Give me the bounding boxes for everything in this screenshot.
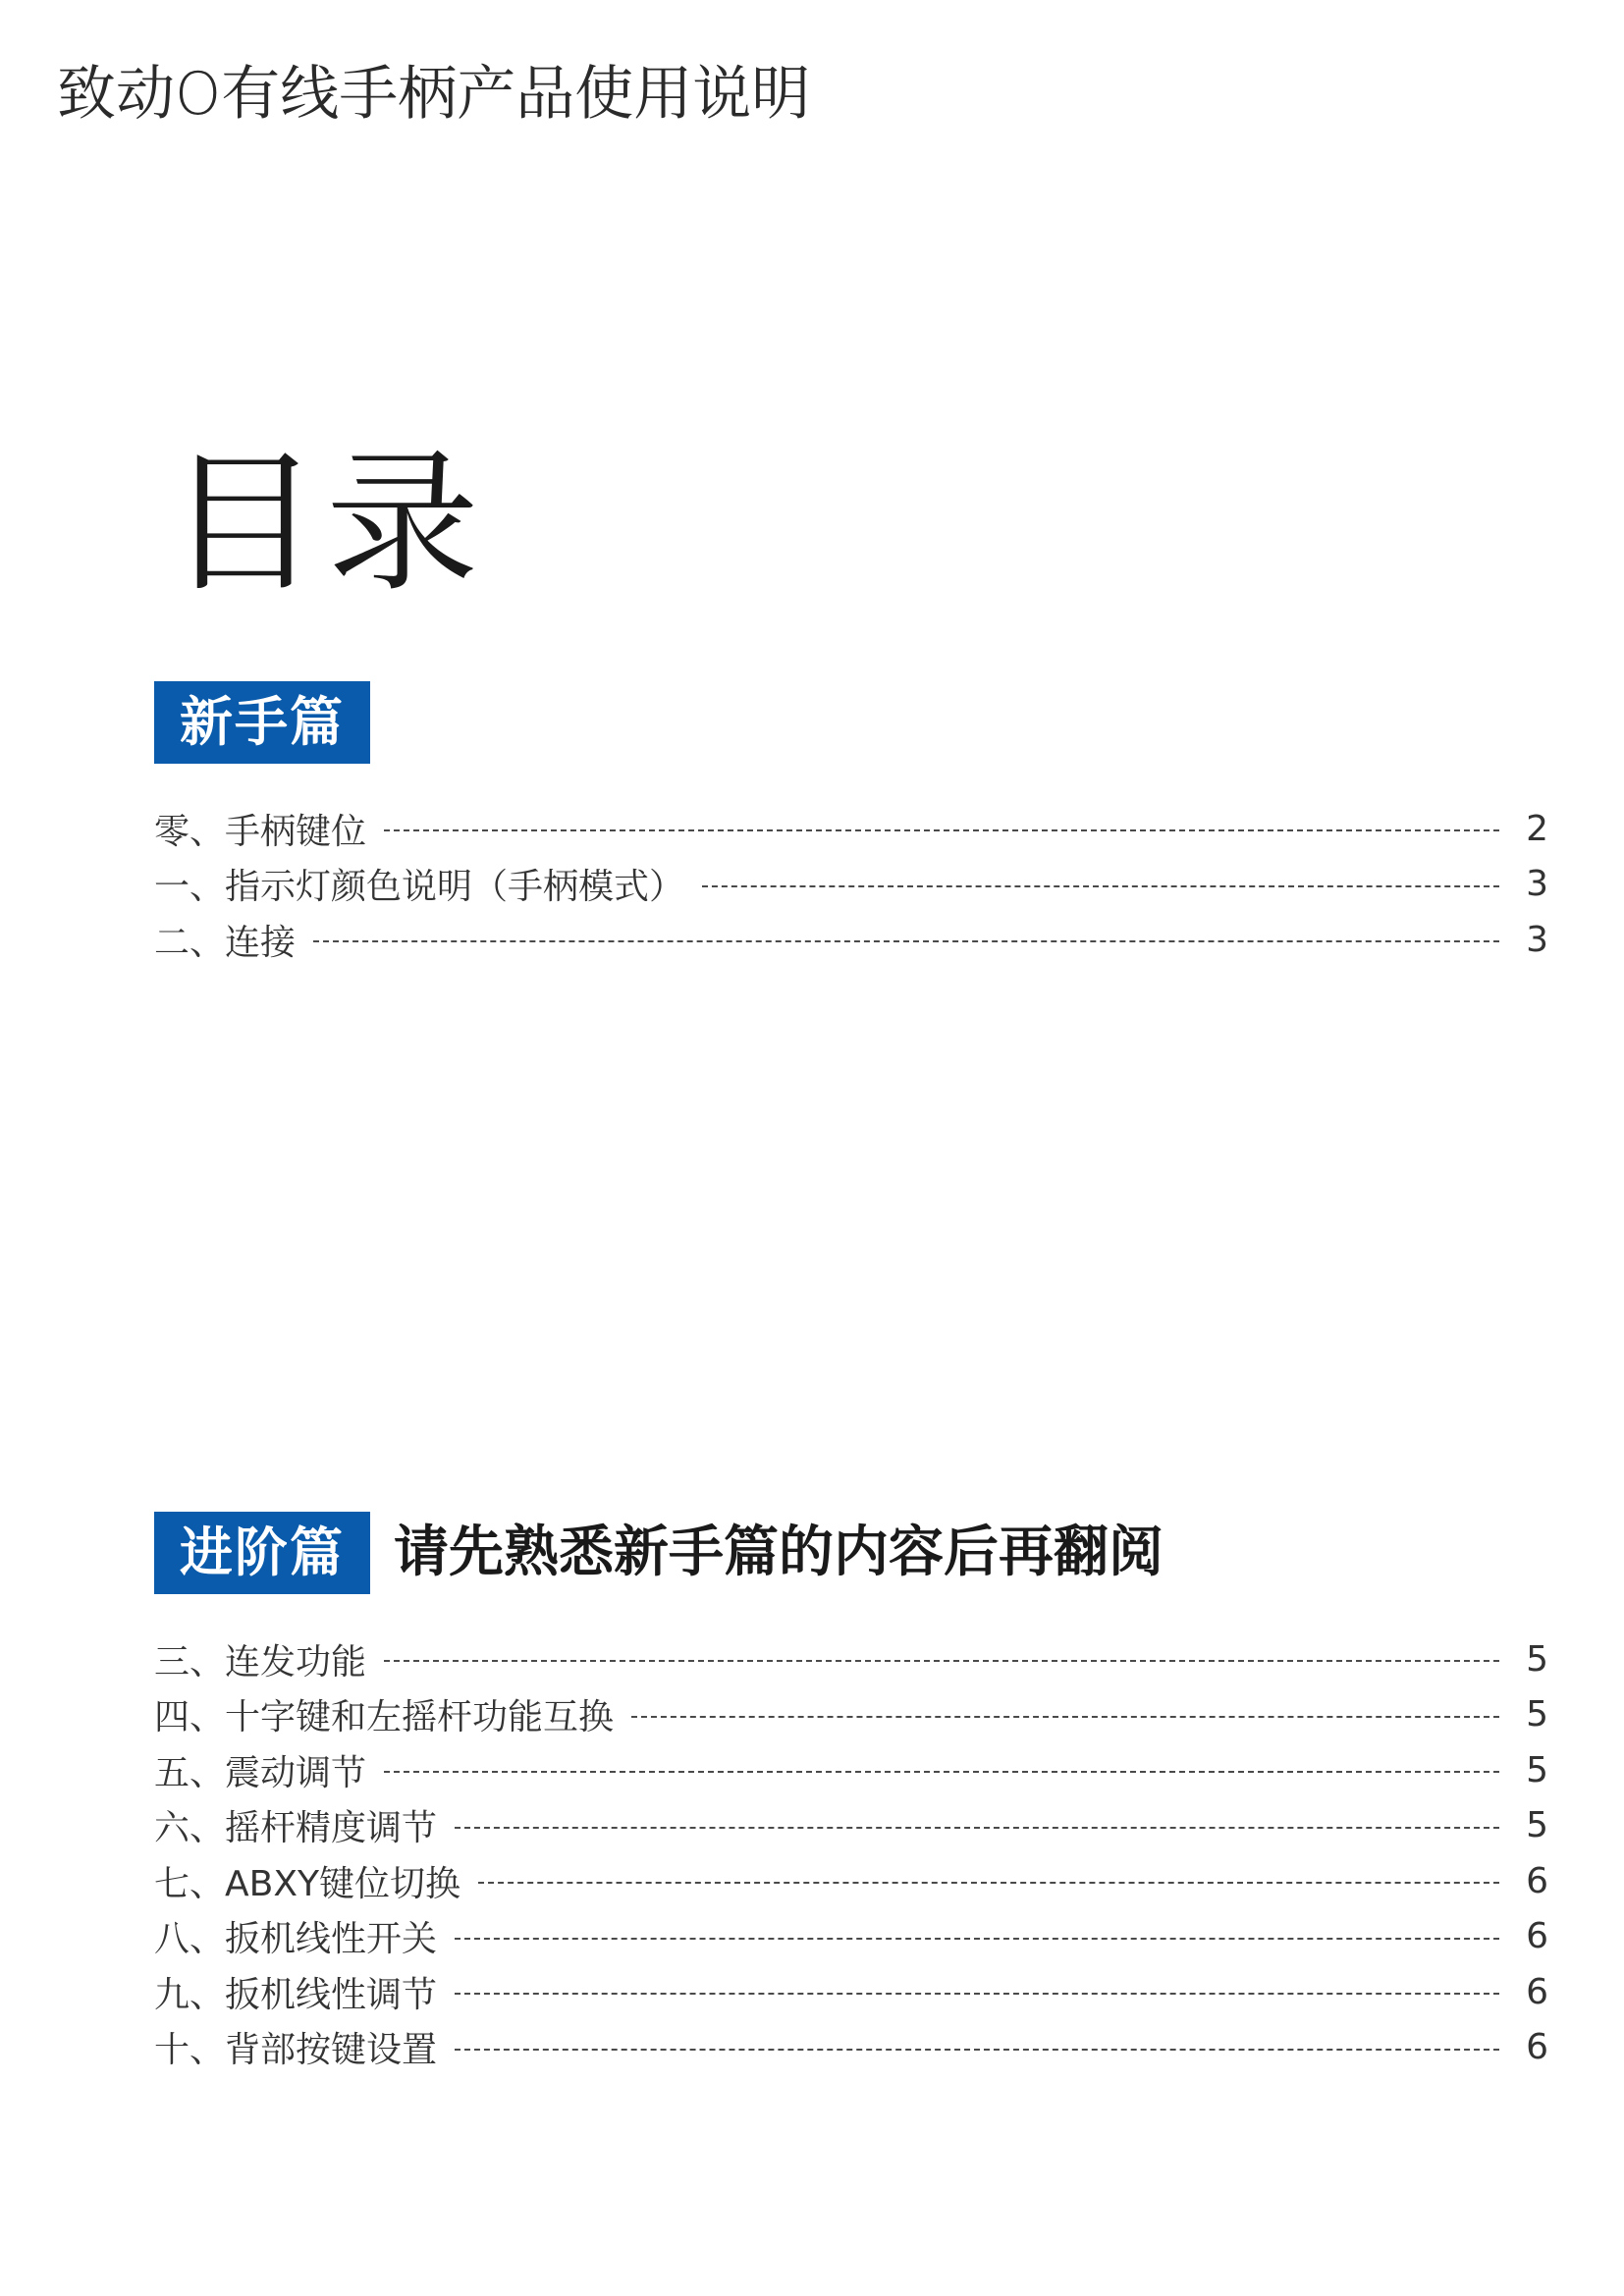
toc-entry-page: 5 [1526, 1805, 1548, 1846]
toc-leader-dashes [384, 1771, 1499, 1773]
toc-entry[interactable] [154, 1909, 1548, 1965]
toc-entry-label: 十、背部按键设置 [154, 2030, 438, 2071]
toc-leader-dashes [384, 1660, 1499, 1662]
toc-heading: 目录 [167, 434, 485, 613]
toc-entry[interactable] [154, 912, 1548, 968]
section-label: 新手篇 [154, 681, 370, 764]
toc-entry[interactable] [154, 1742, 1548, 1798]
toc-entry-page: 2 [1526, 808, 1548, 849]
toc-list [154, 1631, 1548, 2075]
toc-entry-page: 6 [1526, 2027, 1548, 2068]
toc-entry-page: 6 [1526, 1971, 1548, 2012]
toc-entry[interactable] [154, 2020, 1548, 2076]
section-header [154, 1512, 1548, 1594]
toc-entry-label: 四、十字键和左摇杆功能互换 [154, 1697, 615, 1738]
toc-leader-dashes [313, 940, 1499, 942]
toc-entry-label: 六、摇杆精度调节 [154, 1808, 438, 1849]
toc-entry-page: 5 [1526, 1694, 1548, 1735]
section-header [154, 681, 1548, 764]
toc-list [154, 801, 1548, 968]
toc-entry-page: 5 [1526, 1749, 1548, 1790]
toc-leader-dashes [455, 1827, 1499, 1829]
toc-entry-label: 三、连发功能 [154, 1641, 367, 1682]
toc-entry-label: 零、手柄键位 [154, 811, 367, 852]
toc-entry[interactable] [154, 857, 1548, 913]
toc-leader-dashes [478, 1882, 1499, 1884]
toc-entry[interactable] [154, 1798, 1548, 1854]
section-label: 进阶篇 [154, 1512, 370, 1594]
section-note: 请先熟悉新手篇的内容后再翻阅 [394, 1521, 1164, 1584]
toc-entry-label: 一、指示灯颜色说明（手柄模式） [154, 867, 685, 908]
section-beginner [154, 681, 1548, 968]
toc-leader-dashes [702, 885, 1499, 887]
toc-entry-label: 五、震动调节 [154, 1752, 367, 1793]
toc-leader-dashes [384, 829, 1499, 831]
toc-entry-label: 七、ABXY键位切换 [154, 1863, 460, 1904]
toc-leader-dashes [455, 1993, 1499, 1995]
toc-entry-page: 6 [1526, 1860, 1548, 1901]
toc-entry-label: 二、连接 [154, 922, 297, 963]
document-title: 致动O有线手柄产品使用说明 [57, 60, 811, 129]
toc-entry[interactable] [154, 801, 1548, 857]
section-advanced [154, 1512, 1548, 2075]
toc-entry[interactable] [154, 1964, 1548, 2020]
toc-entry-label: 八、扳机线性开关 [154, 1919, 438, 1960]
toc-leader-dashes [455, 1938, 1499, 1940]
toc-entry[interactable] [154, 1853, 1548, 1909]
toc-entry-page: 3 [1526, 919, 1548, 960]
toc-leader-dashes [631, 1716, 1499, 1718]
toc-entry-page: 6 [1526, 1916, 1548, 1957]
toc-leader-dashes [455, 2049, 1499, 2051]
toc-entry[interactable] [154, 1631, 1548, 1687]
toc-entry-page: 3 [1526, 864, 1548, 905]
toc-entry-page: 5 [1526, 1638, 1548, 1680]
toc-entry[interactable] [154, 1687, 1548, 1743]
toc-entry-label: 九、扳机线性调节 [154, 1974, 438, 2015]
